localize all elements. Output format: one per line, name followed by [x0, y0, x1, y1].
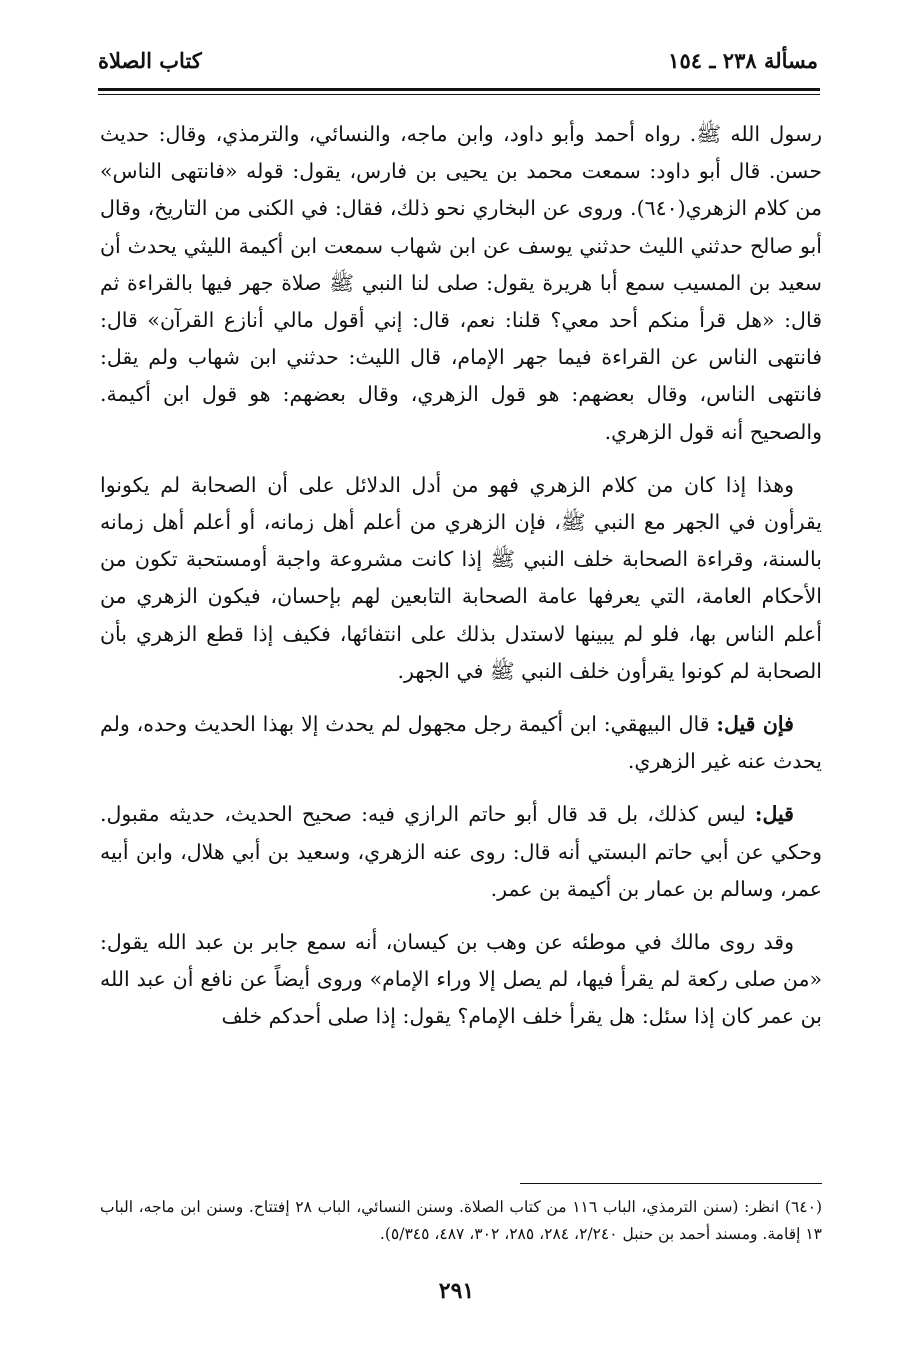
issue-number: مسألة ٢٣٨ ـ ١٥٤: [668, 48, 818, 73]
reply-lead: قيل:: [754, 802, 794, 827]
book-section-title: كتاب الصلاة: [98, 48, 202, 73]
paragraph-3: [100, 706, 822, 780]
page-number: ٢٩١: [438, 1278, 475, 1304]
footnote: (٦٤٠) انظر: (سنن الترمذي، الباب ١١٦ من كتاب الصلاة. وسنن النسائي، الباب ٢٨ إفتتاح. وسنن ابن ماجه، الباب ١٣ إقامة. ومسند أحمد بن حنبل ٢/٢٤٠، ٢٨٤، ٢٨٥، ٣٠٢، ٤٨٧، ٥/٣٤٥).: [100, 1198, 822, 1243]
paragraph-5: وقد روى مالك في موطئه عن وهب بن كيسان، أنه سمع جابر بن عبد الله يقول: «من صلى ركعة لم يقرأ فيها، لم يصل إلا وراء الإمام» وروى أيضاً عن نافع أن عبد الله بن عمر كان إذا سئل: هل يقرأ خلف الإمام؟ يقول: إذا صلى أحدكم خلف: [100, 930, 822, 1029]
paragraph-3-text: قال البيهقي: ابن أكيمة رجل مجهول لم يحدث إلا بهذا الحديث وحده، ولم يحدث عنه غير الزهري.: [100, 712, 822, 774]
footnote-divider: [520, 1183, 822, 1184]
header-rule-thin: [98, 94, 820, 95]
paragraph-2: وهذا إذا كان من كلام الزهري فهو من أدل الدلائل على أن الصحابة لم يكونوا يقرأون في الجهر مع النبي ﷺ، فإن الزهري من أعلم أهل زمانه، أو أعلم أهل زمانه بالسنة، وقراءة الصحابة خلف النبي ﷺ إذا كانت مشروعة واجبة أومستحبة تكون من الأحكام العامة، التي يعرفها عامة الصحابة التابعين لهم بإحسان، فيكون الزهري من أعلم الناس بها، فلو لم يبينها لاستدل بذلك على انتفائها، فكيف إذا قطع الزهري بأن الصحابة لم كونوا يقرأون خلف النبي ﷺ في الجهر.: [100, 472, 822, 683]
paragraph-4: [100, 796, 822, 908]
paragraph-4-text: ليس كذلك، بل قد قال أبو حاتم الرازي فيه: صحيح الحديث، حديثه مقبول. وحكي عن أبي حاتم البستي أنه قال: روى عنه الزهري، وسعيد بن أبي هلال، وابن أبيه عمر، وسالم بن عمار بن أكيمة بن عمر.: [100, 802, 822, 901]
header-rule: [98, 88, 820, 91]
objection-lead: فإن قيل:: [716, 712, 794, 737]
running-header: [98, 44, 818, 80]
paragraph-1: رسول الله ﷺ. رواه أحمد وأبو داود، وابن ماجه، والنسائي، والترمذي، وقال: حديث حسن. قال أبو داود: سمعت محمد بن يحيى بن فارس، يقول: قوله «فانتهى الناس» من كلام الزهري(٦٤٠). وروى عن البخاري نحو ذلك، فقال: في الكنى من التاريخ، وقال أبو صالح حدثني الليث حدثني يوسف عن ابن شهاب سمعت ابن أكيمة الليثي يحدث أن سعيد بن المسيب سمع أبا هريرة يقول: صلى لنا النبي ﷺ صلاة جهر فيها بالقراءة ثم قال: «هل قرأ منكم أحد معي؟ قلنا: نعم، قال: إني أقول مالي أنازع القرآن» قال: فانتهى الناس عن القراءة فيما جهر الإمام، قال الليث: حدثني ابن شهاب ولم يقل: فانتهى الناس، وقال بعضهم: هو قول الزهري، وقال بعضهم: هو قول ابن أكيمة. والصحيح أنه قول الزهري.: [100, 122, 822, 444]
main-text: [100, 116, 822, 1052]
